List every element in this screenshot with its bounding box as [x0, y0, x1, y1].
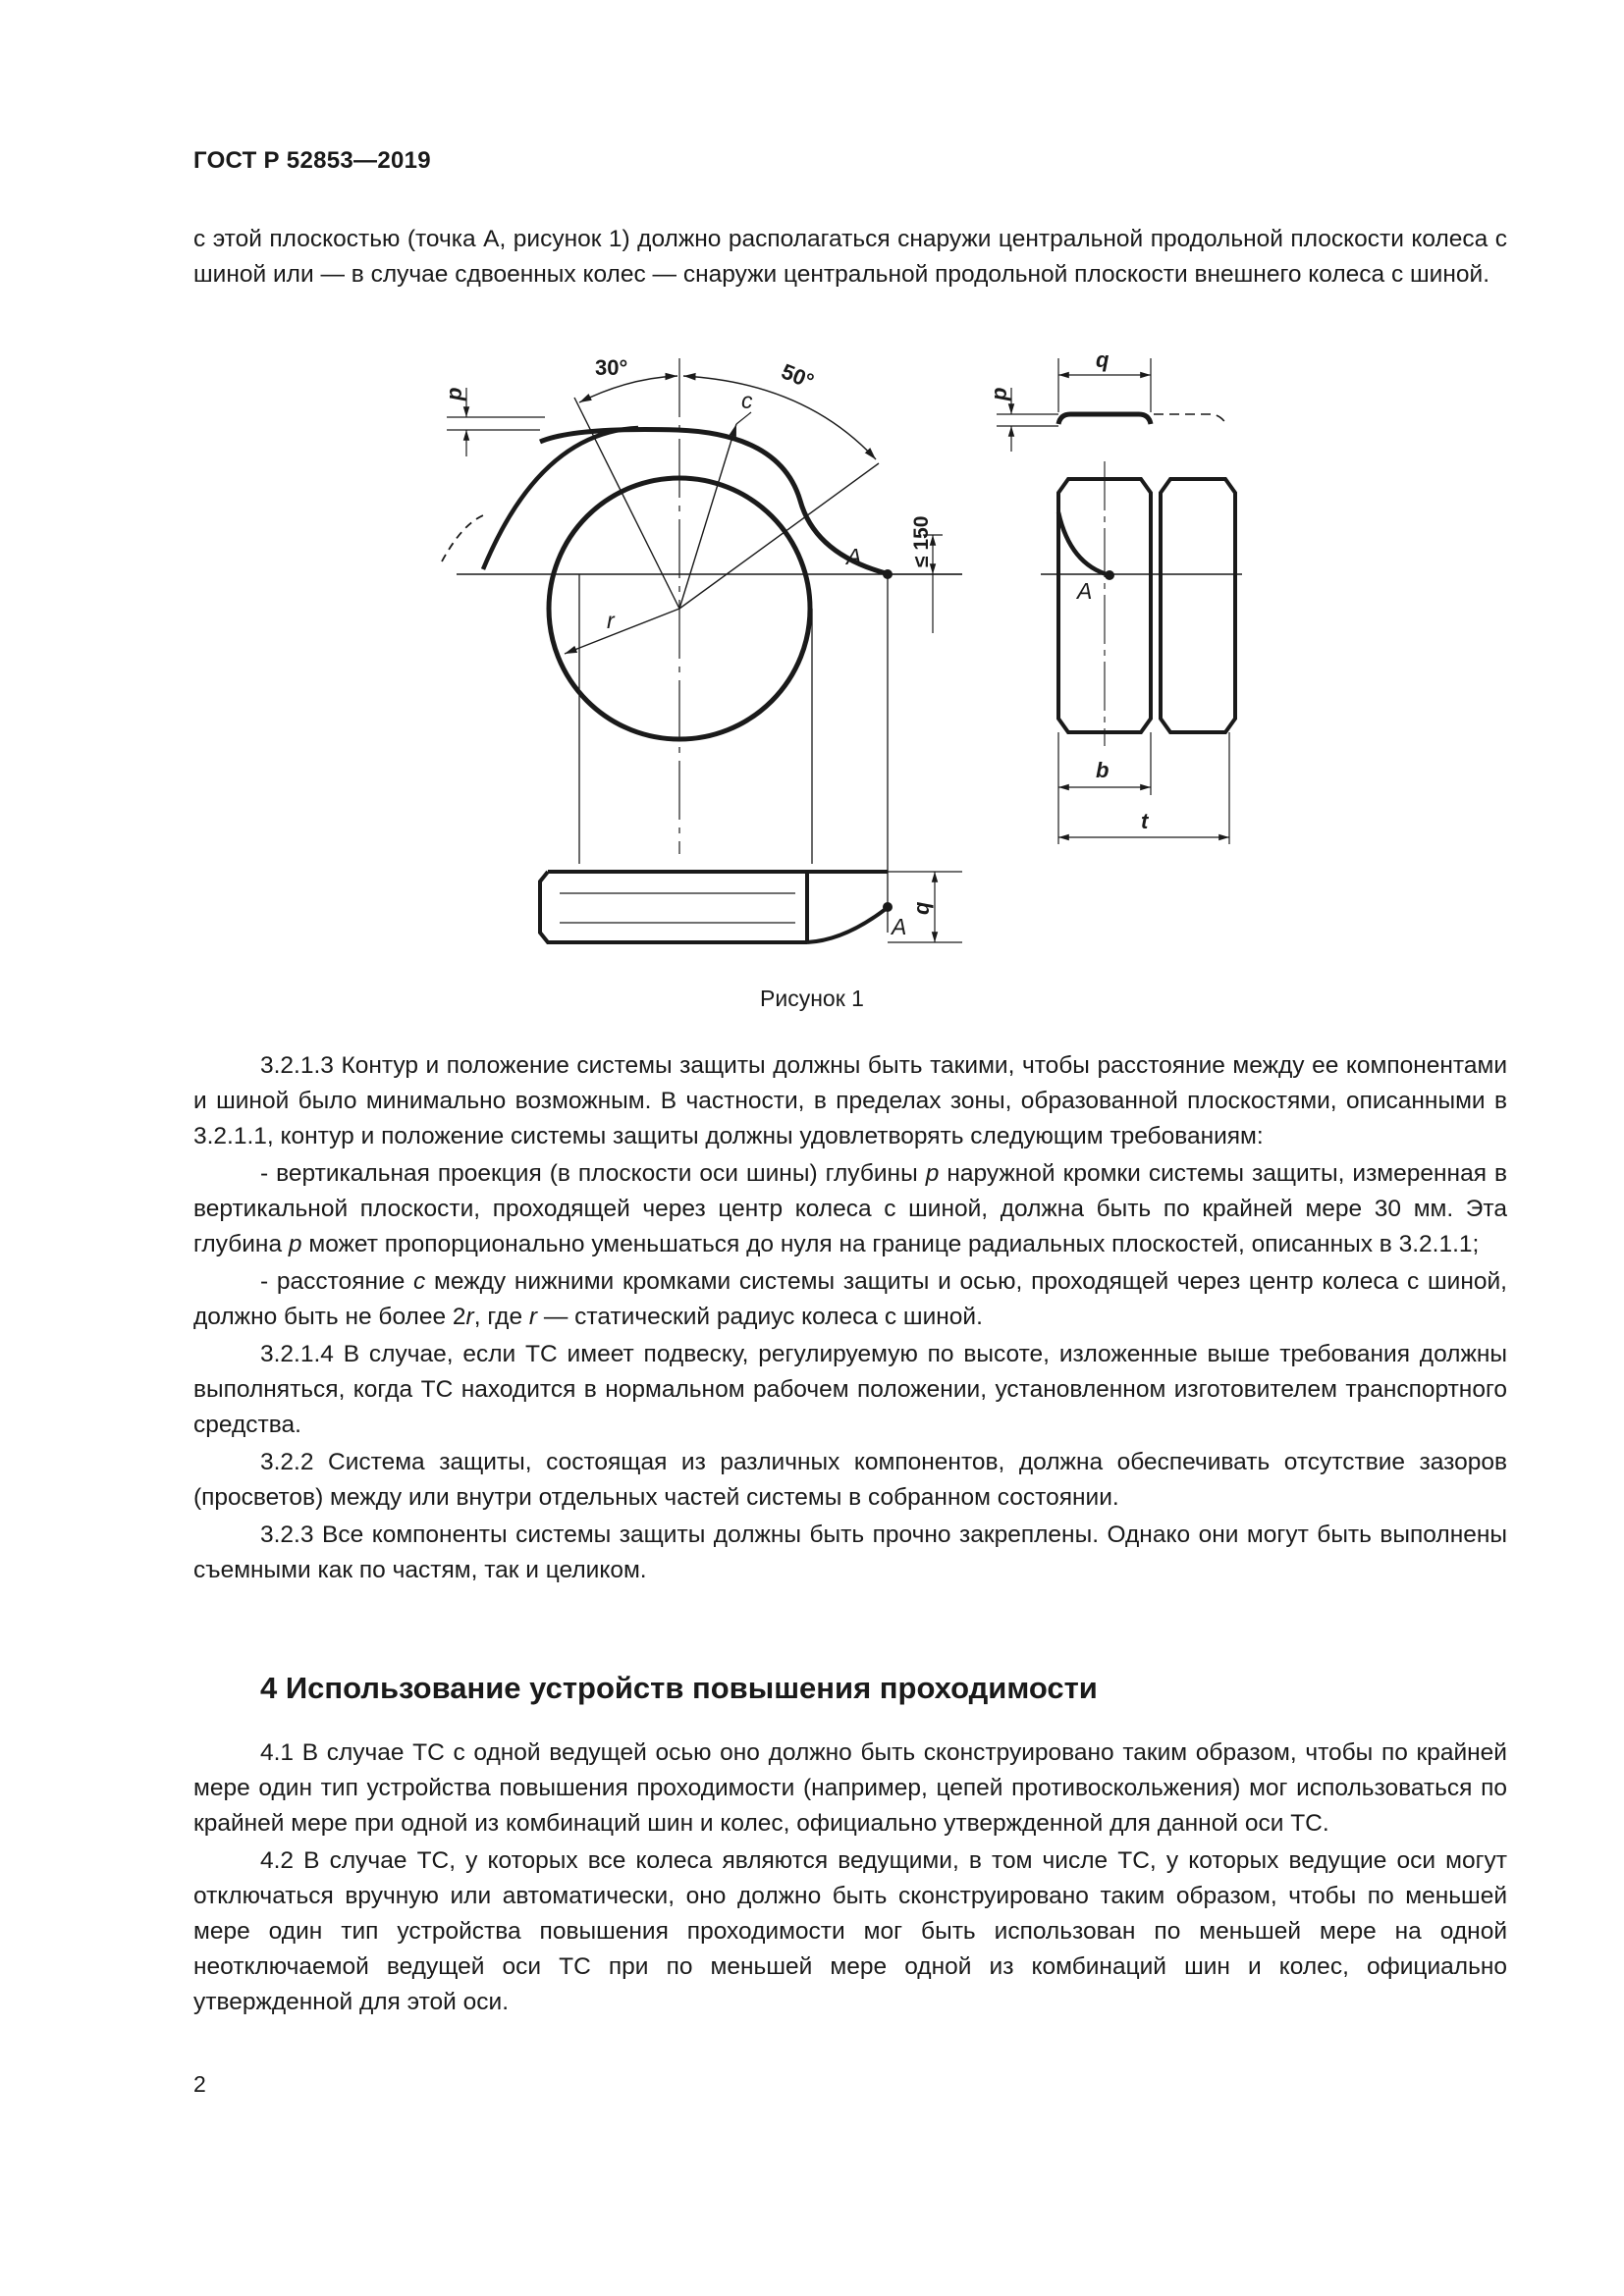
intro-paragraph [193, 222, 1507, 293]
angle-30-label: 30° [595, 355, 628, 380]
item1-var-p2: p [288, 1231, 302, 1257]
figure-1 [432, 344, 1257, 962]
angle-50-arc [683, 376, 876, 459]
tire-front-inner [1161, 479, 1235, 732]
radial-line-50 [679, 463, 879, 609]
item2-text-b: между нижними кромками системы защиты и осью, проходящей через центр колеса с шиной, должно быть не более 2 [193, 1268, 1507, 1330]
p-label-left: p [442, 387, 466, 400]
guard-outer-arc [483, 428, 638, 569]
item2-var-r2: r [528, 1304, 538, 1330]
item1-text-b: наружной кромки системы защиты, измеренная в вертикальной плоскости, проходящей через центр колеса с шиной, должна быть по крайней мере 30 мм. Эта глубина [193, 1160, 1507, 1257]
p-label-right: p [987, 387, 1011, 400]
point-a-front-marker [1105, 570, 1114, 580]
para-3-2-2: 3.2.2 Система защиты, состоящая из различных компонентов, должна обеспечивать отсутствие зазоров (просветов) между или внутри отдельных частей системы в собранном состоянии. [193, 1449, 1507, 1511]
para-3-2-1-3-item-2 [193, 1264, 1507, 1335]
c-leader [736, 412, 751, 424]
item1-text-c: может пропорционально уменьшаться до нуля на границе радиальных плоскостей, описанных в 3.2.1.1; [301, 1231, 1480, 1257]
angle-50-label: 50° [778, 358, 818, 395]
figure-caption: Рисунок 1 [760, 986, 864, 1011]
section-4-body [193, 1735, 1507, 2020]
item2-text-d: , где [473, 1304, 529, 1330]
guard-outer-extension [442, 515, 483, 561]
guard-front-view [1058, 414, 1151, 424]
dim-c-arrow [679, 424, 736, 609]
intro-text: с этой плоскостью (точка А, рисунок 1) должно располагаться снаружи центральной продольной плоскости колеса с шиной или — в случае сдвоенных колес — снаружи центральной продольной плоскости внешнего колеса с шиной. [193, 226, 1507, 288]
dist-label: ≤ 150 [910, 515, 933, 567]
item2-text-e: — статический радиус колеса с шиной. [537, 1304, 983, 1330]
para-3-2-3: 3.2.3 Все компоненты системы защиты должны быть прочно закреплены. Однако они могут быть выполнены съемными как по частям, так и целиком. [193, 1522, 1507, 1583]
item1-var-p1: p [925, 1160, 940, 1187]
t-label: t [1141, 809, 1149, 833]
point-a-front-label: A [1077, 578, 1093, 604]
section-3-2-1-3 [193, 1048, 1507, 1588]
para-4-1: 4.1 В случае ТС с одной ведущей осью оно должно быть сконструировано таким образом, чтобы по крайней мере один тип устройства повышения проходимости (например, цепей противоскольжения) мог использоваться по крайней мере при одной из комбинаций шин и колес, официально утвержденной для данной оси ТС. [193, 1739, 1507, 1837]
item1-text-a: - вертикальная проекция (в плоскости оси шины) глубины [260, 1160, 926, 1187]
tire-plan-view [540, 872, 807, 942]
r-label: r [607, 608, 615, 633]
guard-front-extension [1154, 414, 1227, 426]
q-label-bottom: q [909, 901, 934, 915]
dim-r-arrow [565, 609, 679, 654]
point-a-plan-label: A [892, 914, 907, 939]
item2-var-c: c [413, 1268, 426, 1295]
para-4-2: 4.2 В случае ТС, у которых все колеса являются ведущими, в том числе ТС, у которых ведущие оси могут отключаться вручную или автоматически, оно должно быть сконструировано таким образом, чтобы по меньшей мере один тип устройства повышения проходимости мог быть использован по меньшей мере на одной неотключаемой ведущей оси ТС при по меньшей мере одной из комбинаций шин и колес, официально утвержденной для этой оси. [193, 1847, 1507, 2015]
c-label: c [741, 388, 753, 413]
item2-var-r1: r [465, 1304, 474, 1330]
guard-front-curve [1058, 512, 1110, 575]
q-label-top: q [1096, 347, 1110, 372]
para-3-2-1-3-item-1 [193, 1156, 1507, 1262]
document-header: ГОСТ Р 52853—2019 [193, 147, 431, 174]
guard-plan-view [807, 872, 888, 942]
para-3-2-1-3-intro: 3.2.1.3 Контур и положение системы защиты должны быть такими, чтобы расстояние между ее компонентами и шиной было минимально возможным. В частности, в пределах зоны, образованной плоскостями, описанными в 3.2.1.1, контур и положение системы защиты должны удовлетворять следующим требованиям: [193, 1052, 1507, 1149]
section-4-title: 4 Использование устройств повышения проходимости [260, 1671, 1098, 1705]
point-a-label: A [846, 544, 862, 569]
para-3-2-1-4: 3.2.1.4 В случае, если ТС имеет подвеску, регулируемую по высоте, изложенные выше требования должны выполняться, когда ТС находится в нормальном рабочем положении, установленном изготовителем транспортного средства. [193, 1341, 1507, 1438]
b-label: b [1096, 758, 1110, 782]
angle-30-arc [579, 376, 677, 402]
technical-drawing [432, 344, 1257, 962]
point-a-plan-marker [883, 902, 893, 912]
page-number: 2 [193, 2071, 206, 2097]
item2-text-a: - расстояние [260, 1268, 414, 1295]
